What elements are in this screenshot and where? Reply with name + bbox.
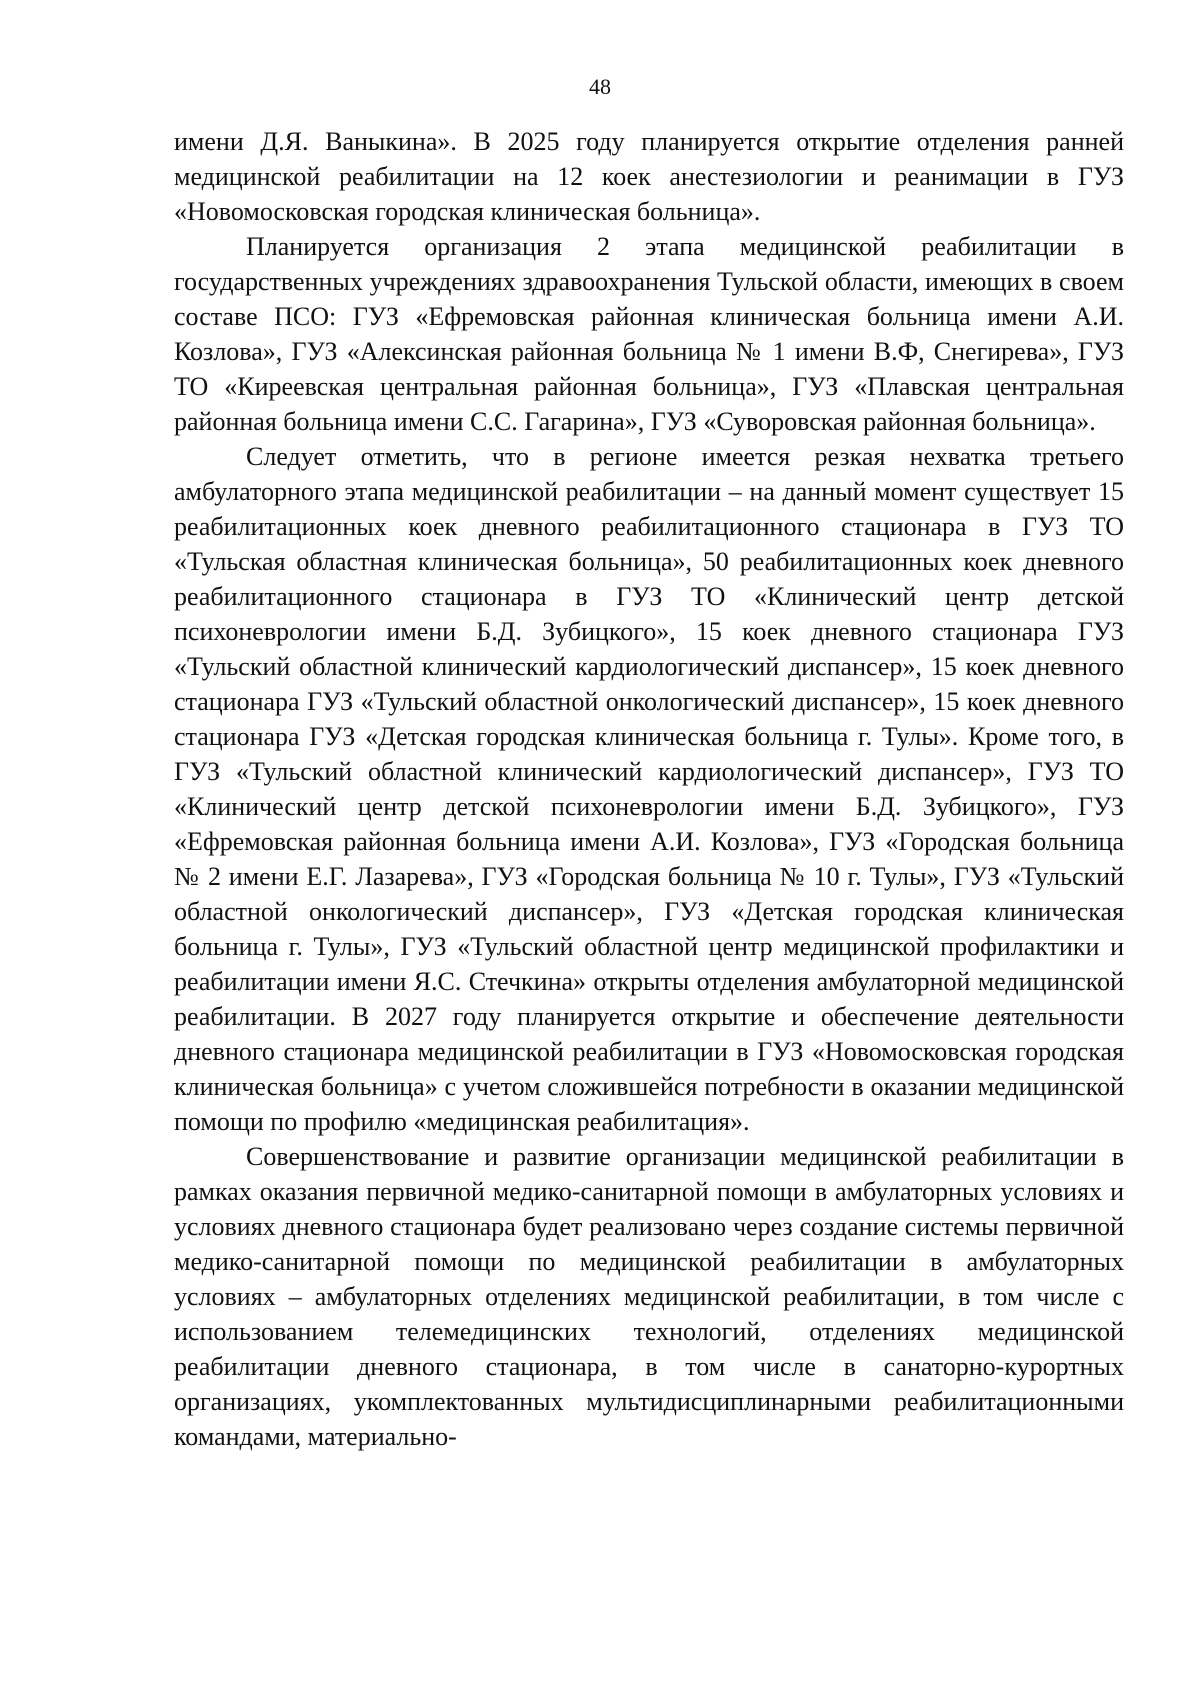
document-body (174, 124, 1124, 1454)
paragraph-stage-two-rehabilitation: Планируется организация 2 этапа медицинской реабилитации в государственных учреждениях здравоохранения Тульской области, имеющих в своем составе ПСО: ГУЗ «Ефремовская районная клиническая больница имени А.И. Козлова», ГУЗ «Алексинская районная больница № 1 имени В.Ф, Снегирева», ГУЗ ТО «Киреевская центральная районная больница», ГУЗ «Плавская центральная районная больница имени С.С. Гагарина», ГУЗ «Суворовская районная больница». (174, 232, 1124, 436)
page-number: 48 (589, 74, 611, 99)
paragraph-outpatient-shortage: Следует отметить, что в регионе имеется резкая нехватка третьего амбулаторного этапа медицинской реабилитации – на данный момент существует 15 реабилитационных коек дневного реабилитационного стационара в ГУЗ ТО «Тульская областная клиническая больница», 50 реабилитационных коек дневного реабилитационного стационара в ГУЗ ТО «Клинический центр детской психоневрологии имени Б.Д. Зубицкого», 15 коек дневного стационара ГУЗ «Тульский областной клинический кардиологический диспансер», 15 коек дневного стационара ГУЗ «Тульский областной онкологический диспансер», 15 коек дневного стационара ГУЗ «Детская городская клиническая больница г. Тулы». Кроме того, в ГУЗ «Тульский областной клинический кардиологический диспансер», ГУЗ ТО «Клинический центр детской психоневрологии имени Б.Д. Зубицкого», ГУЗ «Ефремовская районная больница имени А.И. Козлова», ГУЗ «Городская больница № 2 имени Е.Г. Лазарева», ГУЗ «Городская больница № 10 г. Тулы», ГУЗ «Тульский областной онкологический диспансер», ГУЗ «Детская городская клиническая больница г. Тулы», ГУЗ «Тульский областной центр медицинской профилактики и реабилитации имени Я.С. Стечкина» открыты отделения амбулаторной медицинской реабилитации. В 2027 году планируется открытие и обеспечение деятельности дневного стационара медицинской реабилитации в ГУЗ «Новомосковская городская клиническая больница» с учетом сложившейся потребности в оказании медицинской помощи по профилю «медицинская реабилитация». (174, 442, 1124, 1136)
paragraph-continued: имени Д.Я. Ваныкина». В 2025 году планируется открытие отделения ранней медицинской реабилитации на 12 коек анестезиологии и реанимации в ГУЗ «Новомосковская городская клиническая больница». (174, 127, 1124, 226)
paragraph-primary-care-development: Совершенствование и развитие организации медицинской реабилитации в рамках оказания первичной медико-санитарной помощи в амбулаторных условиях и условиях дневного стационара будет реализовано через создание системы первичной медико-санитарной помощи по медицинской реабилитации в амбулаторных условиях – амбулаторных отделениях медицинской реабилитации, в том числе с использованием телемедицинских технологий, отделениях медицинской реабилитации дневного стационара, в том числе в санаторно-курортных организациях, укомплектованных мультидисциплинарными реабилитационными командами, материально- (174, 1142, 1124, 1451)
